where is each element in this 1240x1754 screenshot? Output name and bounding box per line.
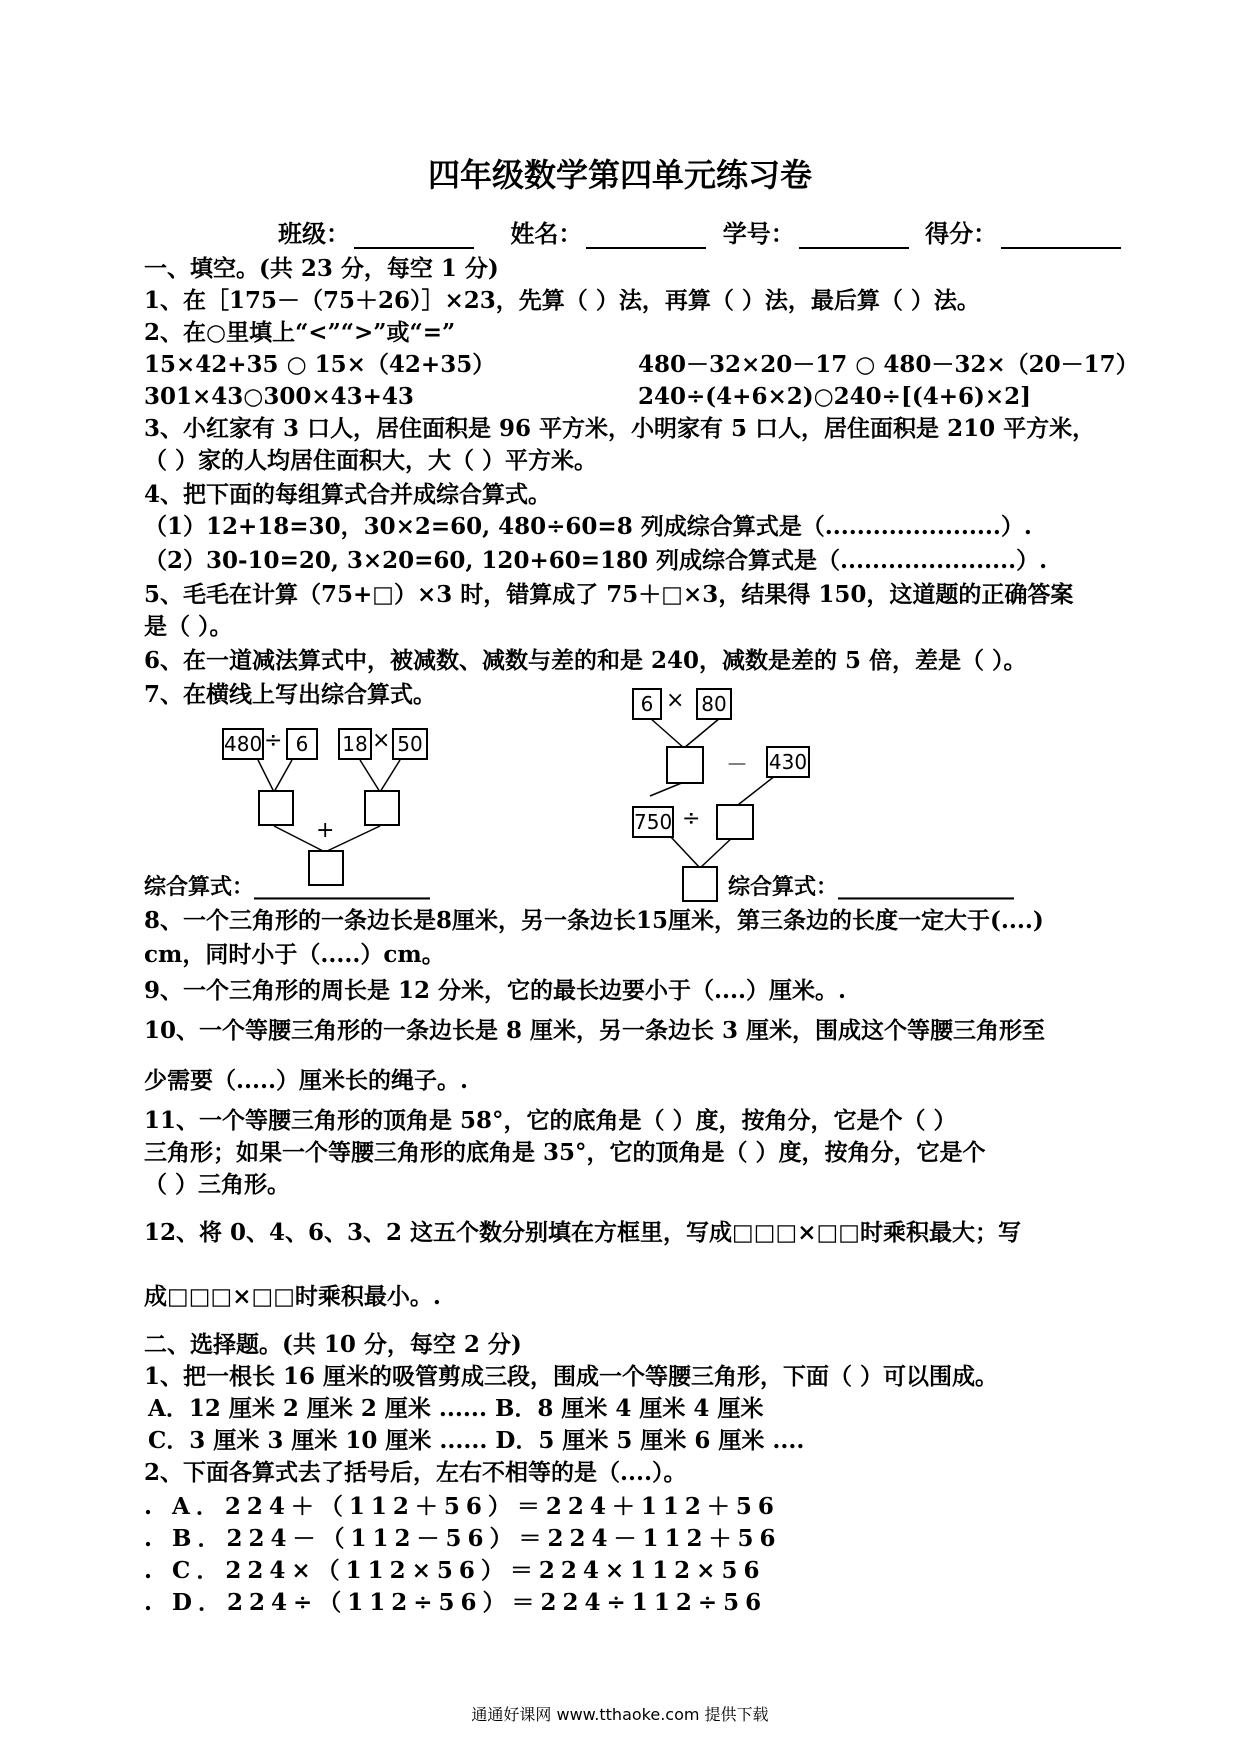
id-label: 学号：: [722, 219, 795, 248]
question-2a: 15×42+35 ○ 15×（42+35）: [144, 351, 496, 378]
question-2: 2、在○里填上“<”“>”或“=”: [144, 319, 456, 346]
choice-1-options-cd: C．3 厘米 3 厘米 10 厘米 ...... D．5 厘米 5 厘米 6 厘米 ....: [148, 1427, 805, 1454]
question-3a: 3、小红家有 3 口人，居住面积是 96 平方米，小明家有 5 口人，居住面积是 210 平方米，: [144, 415, 1096, 442]
q7-right-answer[interactable]: 综合算式：________________: [728, 874, 1015, 900]
question-12b: 成□□□×□□时乘积最小。.: [144, 1283, 441, 1310]
question-2b: 480－32×20－17 ○ 480－32×（20－17）: [638, 351, 1139, 378]
tree-right-box-6: 6: [632, 688, 662, 720]
tree-left-blank-2[interactable]: [364, 790, 400, 826]
question-1: 1、在［175－（75＋26）］×23，先算（ ）法，再算（ ）法，最后算（ ）法。: [144, 287, 980, 314]
question-7: 7、在横线上写出综合算式。: [144, 681, 437, 708]
section-1-heading: 一、填空。(共 23 分，每空 1 分): [144, 255, 499, 282]
choice-1: 1、把一根长 16 厘米的吸管剪成三段，围成一个等腰三角形，下面（ ）可以围成。: [144, 1363, 999, 1390]
tree-left-op-plus: +: [316, 818, 335, 843]
tree-left-box-480: 480: [222, 728, 264, 760]
question-9: 9、一个三角形的周长是 12 分米，它的最长边要小于（....）厘米。.: [144, 977, 847, 1004]
tree-right-box-430: 430: [766, 746, 810, 778]
question-4b: （2）30-10=20, 3×20=60, 120+60=180 列成综合算式是（......................）.: [144, 547, 1048, 574]
tree-right-blank-2[interactable]: [716, 804, 754, 840]
question-6: 6、在一道减法算式中，被减数、减数与差的和是 240，减数是差的 5 倍，差是（ ）。: [144, 647, 1027, 674]
tree-right-box-80: 80: [696, 688, 732, 720]
question-4: 4、把下面的每组算式合并成综合算式。: [144, 481, 552, 508]
section-2-heading: 二、选择题。(共 10 分，每空 2 分): [144, 1331, 522, 1358]
tree-left-blank-1[interactable]: [258, 790, 294, 826]
tree-right-blank-1[interactable]: [666, 746, 704, 784]
choice-2-option-d: . D．224÷（112÷56）＝224÷112÷56: [144, 1589, 768, 1616]
question-10b: 少需要（.....）厘米长的绳子。.: [144, 1067, 469, 1094]
tree-left-box-50: 50: [392, 728, 428, 760]
class-label: 班级：: [278, 219, 350, 248]
question-5b: 是（ ）。: [144, 613, 233, 640]
question-11a: 11、一个等腰三角形的顶角是 58°，它的底角是（ ）度，按角分，它是个（ ）: [144, 1107, 957, 1134]
score-label: 得分：: [925, 219, 998, 248]
question-4a: （1）12+18=30，30×2=60, 480÷60=8 列成综合算式是（......................）.: [144, 513, 1032, 540]
question-3b: （ ）家的人均居住面积大，大（ ）平方米。: [144, 447, 598, 474]
choice-2-option-c: . C．224×（112×56）＝224×112×56: [144, 1557, 766, 1584]
tree-right-op-multiply: ×: [666, 688, 685, 713]
choice-2-option-b: . B．224－（112－56）＝224－112＋56: [144, 1525, 782, 1552]
question-8a: 8、一个三角形的一条边长是8厘米，另一条边长15厘米，第三条边的长度一定大于(....): [144, 907, 1044, 934]
question-11c: （ ）三角形。: [144, 1171, 291, 1198]
question-8b: cm，同时小于（.....）cm。: [144, 941, 445, 968]
choice-2: 2、下面各算式去了括号后，左右不相等的是（....）。: [144, 1459, 687, 1486]
tree-right-op-divide: ÷: [682, 806, 701, 831]
tree-right-box-750: 750: [632, 806, 674, 838]
choice-1-options-ab: A．12 厘米 2 厘米 2 厘米 ...... B．8 厘米 4 厘米 4 厘米: [148, 1395, 764, 1422]
page-title: 四年级数学第四单元练习卷: [427, 156, 812, 194]
name-label: 姓名：: [510, 219, 583, 248]
footer-source: 通通好课网 www.tthaoke.com 提供下载: [471, 1705, 769, 1724]
tree-right-blank-result[interactable]: [682, 866, 718, 902]
q7-left-answer[interactable]: 综合算式：________________: [144, 874, 431, 900]
tree-right-op-minus: －: [726, 753, 749, 778]
question-10a: 10、一个等腰三角形的一条边长是 8 厘米，另一条边长 3 厘米，围成这个等腰三角形至: [144, 1017, 1046, 1044]
question-2d: 240÷(4+6×2)○240÷[(4+6)×2]: [638, 383, 1032, 410]
tree-left-op-divide: ÷: [264, 728, 283, 753]
tree-left-box-18: 18: [338, 728, 372, 760]
question-12a: 12、将 0、4、6、3、2 这五个数分别填在方框里，写成□□□×□□时乘积最大；写: [144, 1219, 1021, 1246]
question-2c: 301×43○300×43+43: [144, 383, 414, 410]
tree-left-op-multiply: ×: [372, 728, 391, 753]
question-5a: 5、毛毛在计算（75+□）×3 时，错算成了 75＋□×3，结果得 150，这道题的正确答案: [144, 581, 1074, 608]
tree-left-box-6: 6: [286, 728, 318, 760]
choice-2-option-a: . A．224＋（112＋56）＝224＋112＋56: [144, 1493, 780, 1520]
question-11b: 三角形；如果一个等腰三角形的底角是 35°，它的顶角是（ ）度，按角分，它是个: [144, 1139, 986, 1166]
